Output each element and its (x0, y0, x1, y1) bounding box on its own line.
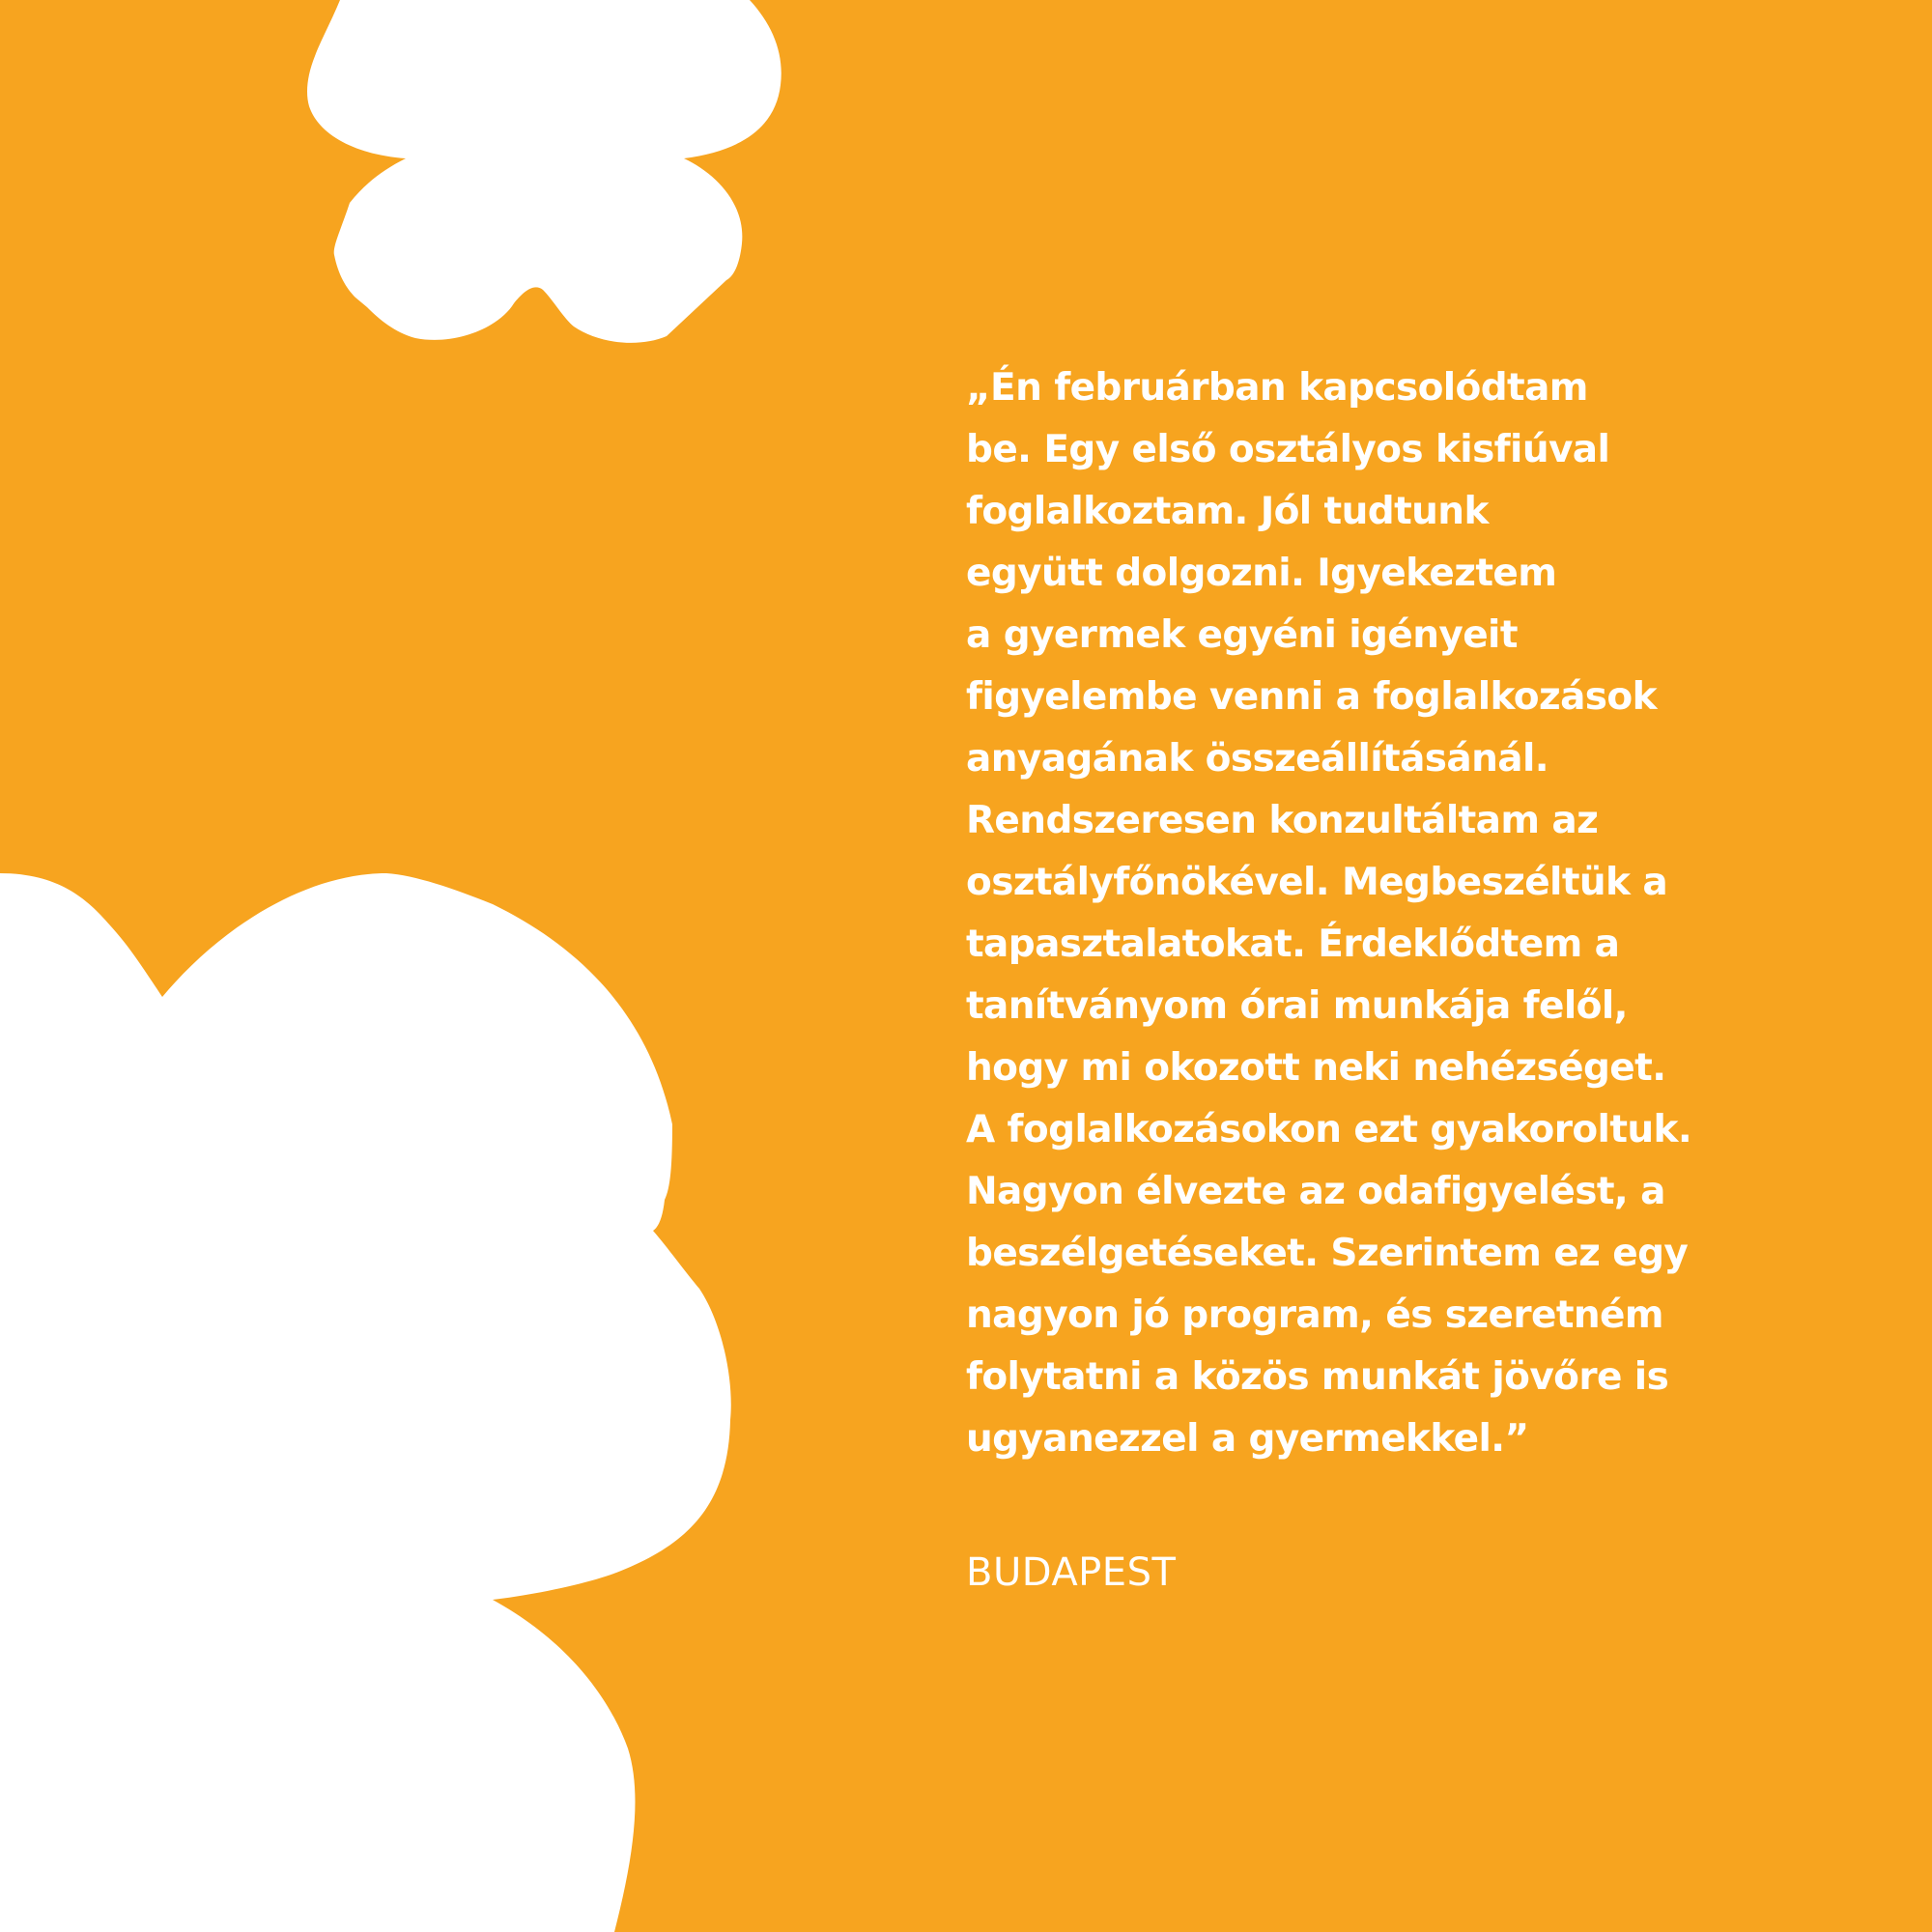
quote-line: osztályfőnökével. Megbeszéltük a (966, 861, 1668, 904)
quote-line: nagyon jó program, és szeretném (966, 1293, 1663, 1337)
quote-line: „Én februárban kapcsolódtam (966, 366, 1588, 410)
quote-line: együtt dolgozni. Igyekeztem (966, 552, 1557, 595)
quote-line: figyelembe venni a foglalkozások (966, 675, 1657, 719)
quote-line: anyagának összeállításánál. (966, 737, 1549, 781)
quote-line: foglalkoztam. Jól tudtunk (966, 490, 1489, 533)
bottom-flower-shape (0, 873, 731, 1932)
quote-line: Nagyon élvezte az odafigyelést, a (966, 1170, 1665, 1213)
quote-block (966, 357, 1758, 1470)
quote-line: a gyermek egyéni igényeit (966, 613, 1518, 657)
quote-line: Rendszeresen konzultáltam az (966, 799, 1599, 842)
location-label: BUDAPEST (966, 1550, 1177, 1595)
quote-line: tanítványom órai munkája felől, (966, 984, 1628, 1028)
quote-line: tapasztalatokat. Érdeklődtem a (966, 923, 1620, 966)
quote-line: beszélgetéseket. Szerintem ez egy (966, 1232, 1689, 1275)
quote-line: folytatni a közös munkát jövőre is (966, 1355, 1669, 1399)
quote-line: hogy mi okozott neki nehézséget. (966, 1046, 1666, 1090)
quote-line: be. Egy első osztályos kisfiúval (966, 428, 1610, 471)
quote-line: A foglalkozásokon ezt gyakoroltuk. (966, 1108, 1692, 1151)
top-flower-shape (307, 0, 781, 343)
quote-line: ugyanezzel a gyermekkel.” (966, 1417, 1529, 1461)
